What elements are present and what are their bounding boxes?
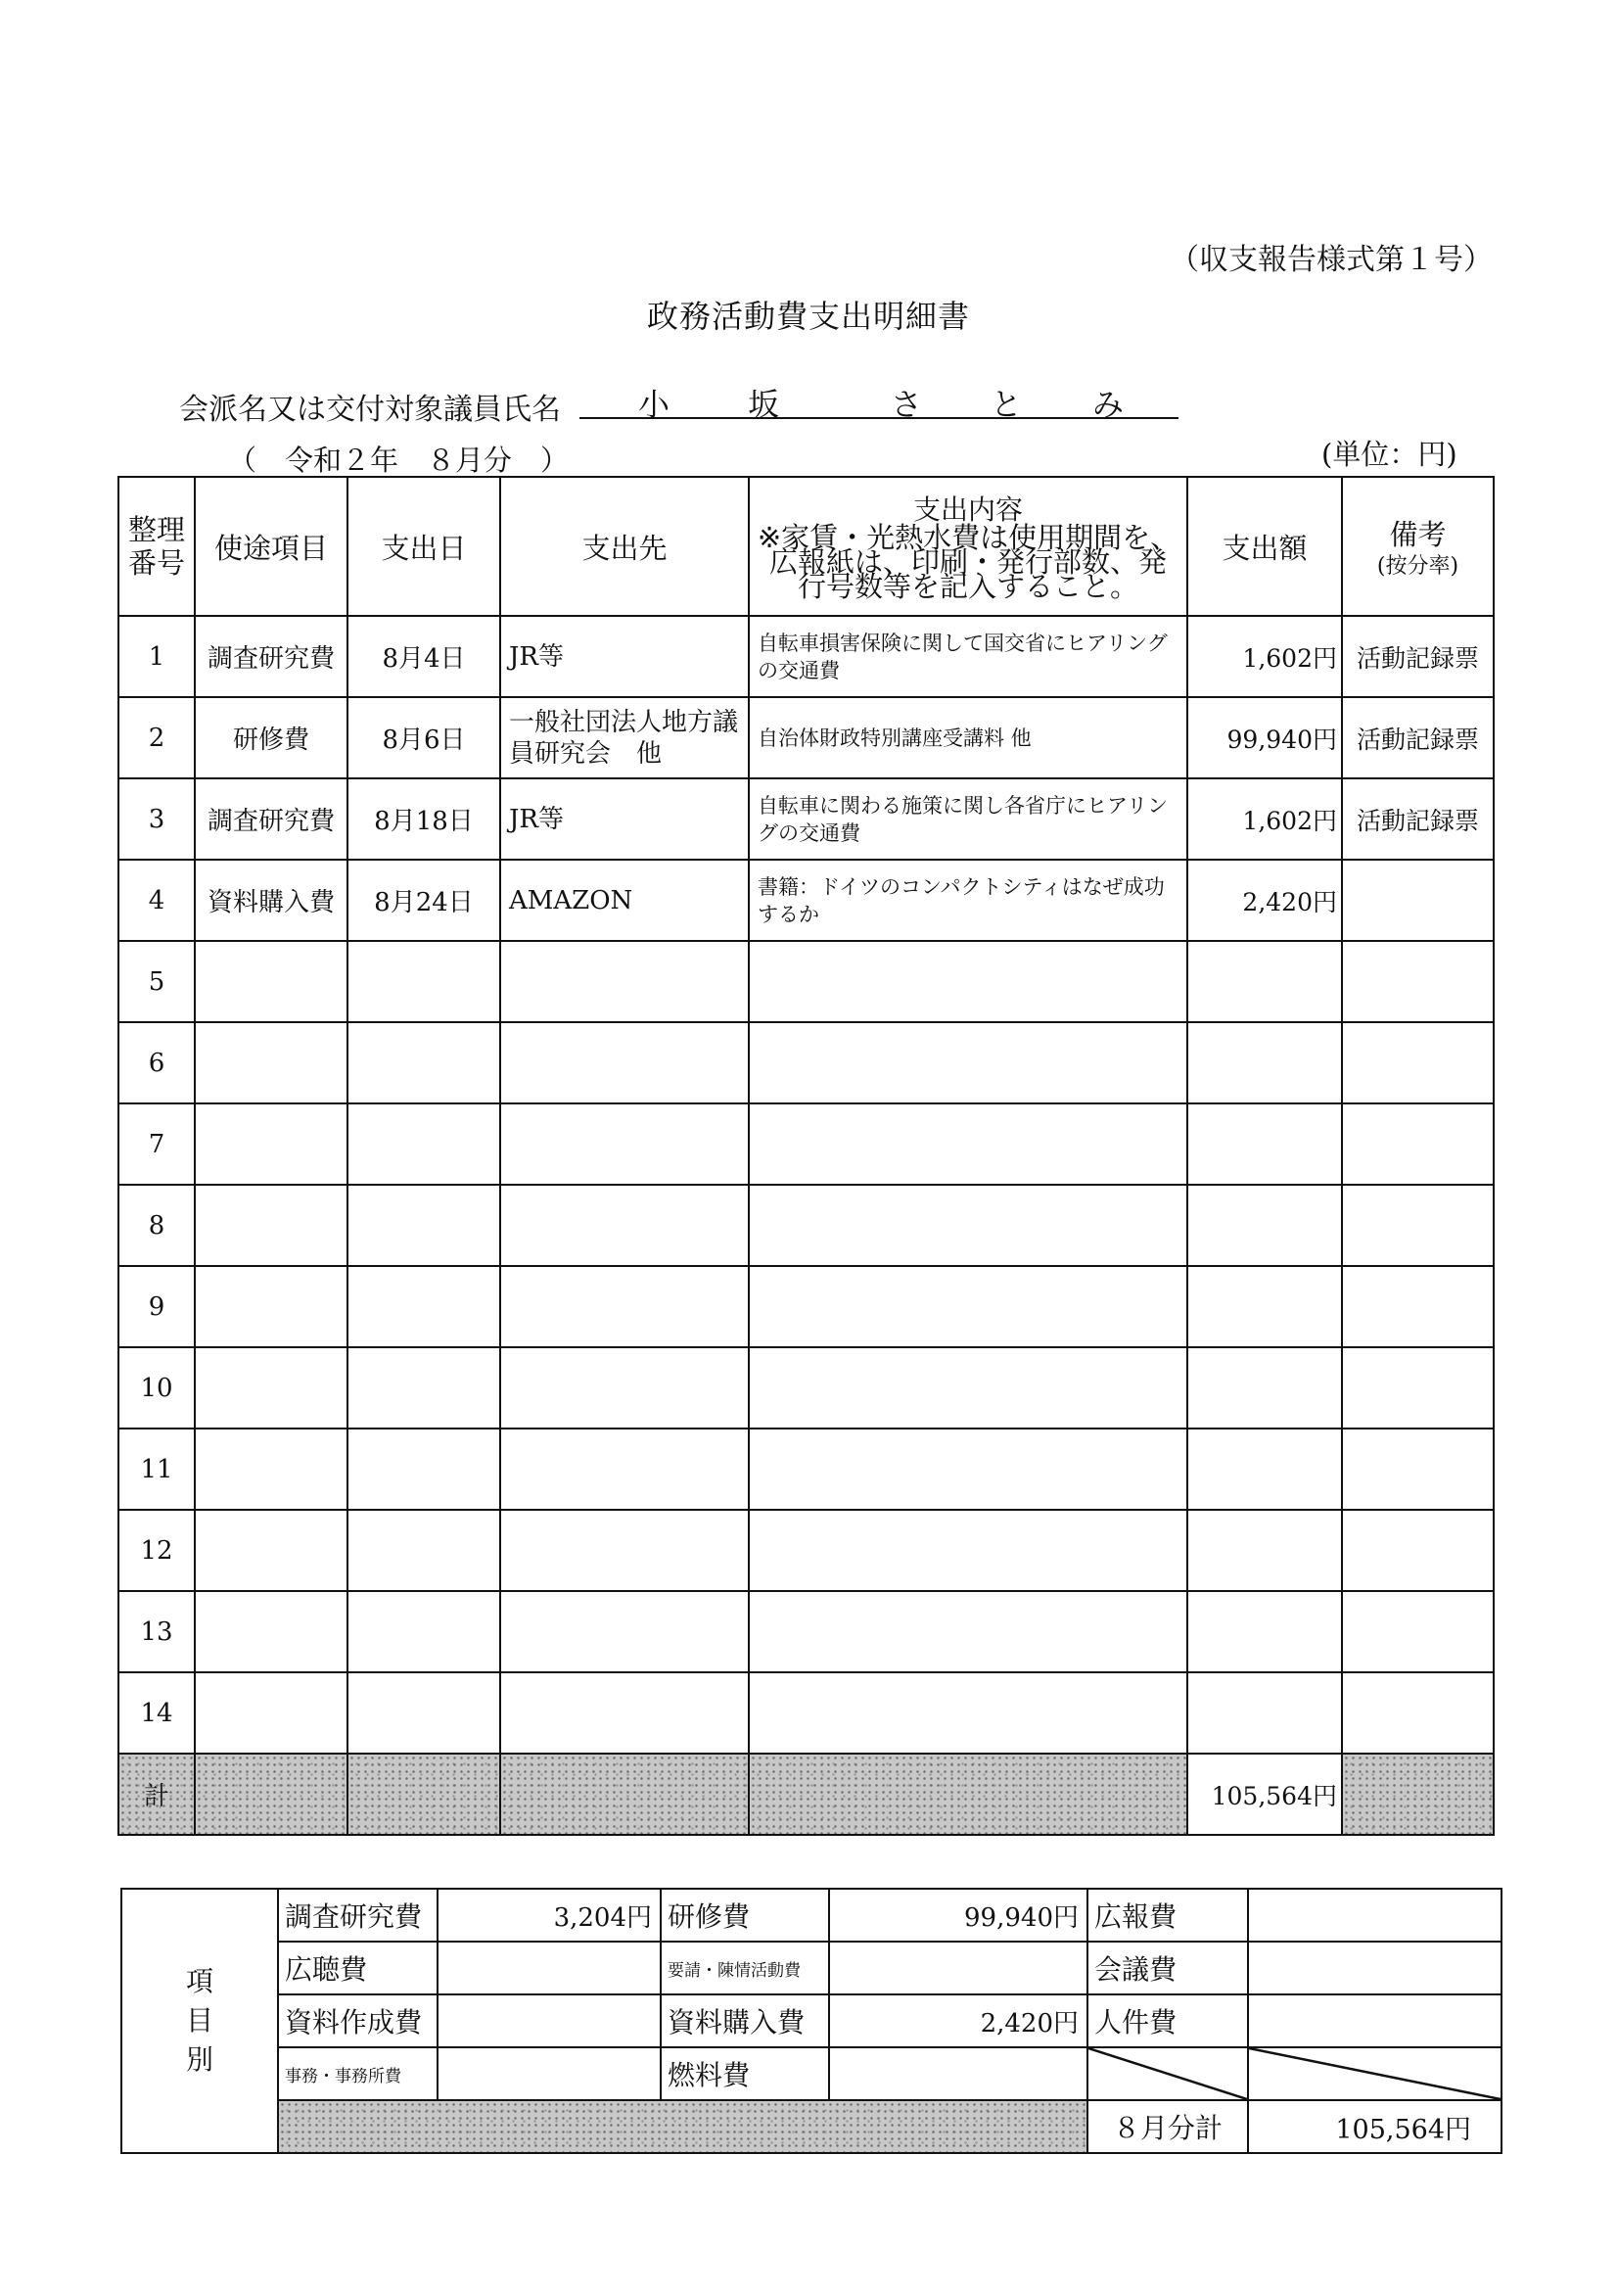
summary-value bbox=[438, 2047, 661, 2100]
row-note bbox=[1342, 860, 1494, 941]
shaded-cell bbox=[749, 1754, 1187, 1835]
table-row bbox=[118, 1510, 1494, 1591]
row-number: 6 bbox=[118, 1022, 195, 1103]
header-note bbox=[1342, 477, 1494, 616]
row-note bbox=[1342, 1510, 1494, 1591]
header-note-title: 備考 bbox=[1389, 517, 1447, 551]
summary-value bbox=[829, 1942, 1087, 1994]
header-content-note: ※家賃・光熱水費は使用期間を、広報紙は、印刷・発行部数、発行号数等を記入すること。 bbox=[757, 520, 1179, 603]
row-payee: AMAZON bbox=[500, 860, 749, 941]
row-date bbox=[347, 1591, 500, 1672]
summary-label: 研修費 bbox=[661, 1889, 829, 1942]
row-note bbox=[1342, 1103, 1494, 1185]
row-category: 資料購入費 bbox=[195, 860, 347, 941]
table-row bbox=[118, 697, 1494, 778]
header-note-sub: (按分率) bbox=[1376, 553, 1459, 579]
table-row bbox=[118, 1103, 1494, 1185]
row-note: 活動記録票 bbox=[1342, 697, 1494, 778]
summary-label: 調査研究費 bbox=[278, 1889, 438, 1942]
row-category bbox=[195, 941, 347, 1022]
row-category: 調査研究費 bbox=[195, 616, 347, 697]
name-char: 坂 bbox=[748, 386, 780, 423]
shaded-cell bbox=[347, 1754, 500, 1835]
name-label: 会派名又は交付対象議員氏名 bbox=[179, 393, 561, 427]
row-number: 1 bbox=[118, 616, 195, 697]
row-content bbox=[749, 941, 1187, 1022]
row-category bbox=[195, 1591, 347, 1672]
summary-label: 広聴費 bbox=[278, 1942, 438, 1994]
row-date bbox=[347, 1510, 500, 1591]
row-note bbox=[1342, 1672, 1494, 1754]
row-date: 8月24日 bbox=[347, 860, 500, 941]
row-category bbox=[195, 1185, 347, 1266]
row-content bbox=[749, 1510, 1187, 1591]
row-date bbox=[347, 1347, 500, 1429]
row-date bbox=[347, 1022, 500, 1103]
row-content bbox=[749, 1429, 1187, 1510]
header-payee: 支出先 bbox=[500, 477, 749, 616]
side-char: 別 bbox=[185, 2043, 213, 2076]
row-category bbox=[195, 1672, 347, 1754]
row-content bbox=[749, 1266, 1187, 1347]
table-row bbox=[118, 1022, 1494, 1103]
row-amount bbox=[1187, 1429, 1342, 1510]
row-date bbox=[347, 1266, 500, 1347]
row-date: 8月6日 bbox=[347, 697, 500, 778]
row-payee bbox=[500, 1591, 749, 1672]
row-number: 8 bbox=[118, 1185, 195, 1266]
row-date: 8月4日 bbox=[347, 616, 500, 697]
row-note bbox=[1342, 1591, 1494, 1672]
row-note: 活動記録票 bbox=[1342, 616, 1494, 697]
row-number: 11 bbox=[118, 1429, 195, 1510]
row-payee bbox=[500, 1185, 749, 1266]
name-char: と bbox=[991, 386, 1023, 423]
summary-value bbox=[438, 1994, 661, 2047]
row-note bbox=[1342, 1429, 1494, 1510]
shaded-cell bbox=[195, 1754, 347, 1835]
row-note: 活動記録票 bbox=[1342, 778, 1494, 860]
row-amount bbox=[1187, 1672, 1342, 1754]
row-payee: 一般社団法人地方議員研究会 他 bbox=[500, 697, 749, 778]
table-row bbox=[118, 616, 1494, 697]
side-char: 項 bbox=[185, 1965, 213, 1997]
row-payee bbox=[500, 1429, 749, 1510]
row-payee bbox=[500, 1347, 749, 1429]
row-date: 8月18日 bbox=[347, 778, 500, 860]
row-category: 研修費 bbox=[195, 697, 347, 778]
row-amount: 1,602円 bbox=[1187, 616, 1342, 697]
row-number: 13 bbox=[118, 1591, 195, 1672]
header-no-line: 番号 bbox=[127, 546, 185, 580]
summary-label: 要請・陳情活動費 bbox=[661, 1942, 829, 1994]
summary-side-label bbox=[121, 1889, 278, 2153]
summary-label: 燃料費 bbox=[661, 2047, 829, 2100]
row-amount: 1,602円 bbox=[1187, 778, 1342, 860]
summary-total-row bbox=[121, 2100, 1502, 2153]
row-date bbox=[347, 1429, 500, 1510]
table-row bbox=[118, 941, 1494, 1022]
row-amount bbox=[1187, 1591, 1342, 1672]
row-content bbox=[749, 1672, 1187, 1754]
summary-label: 資料作成費 bbox=[278, 1994, 438, 2047]
row-content: 自治体財政特別講座受講料 他 bbox=[749, 697, 1187, 778]
row-payee bbox=[500, 1510, 749, 1591]
side-char: 目 bbox=[185, 2004, 213, 2037]
row-payee bbox=[500, 1266, 749, 1347]
crossed-out-cell bbox=[1248, 2047, 1502, 2100]
summary-label: 事務・事務所費 bbox=[278, 2047, 438, 2100]
row-note bbox=[1342, 1022, 1494, 1103]
row-number: 14 bbox=[118, 1672, 195, 1754]
header-no bbox=[118, 477, 195, 616]
row-category bbox=[195, 1510, 347, 1591]
row-category: 調査研究費 bbox=[195, 778, 347, 860]
shaded-cell bbox=[278, 2100, 1087, 2153]
row-category bbox=[195, 1429, 347, 1510]
summary-value bbox=[438, 1942, 661, 1994]
summary-value bbox=[1248, 1994, 1502, 2047]
table-row bbox=[118, 1672, 1494, 1754]
row-category bbox=[195, 1022, 347, 1103]
row-number: 9 bbox=[118, 1266, 195, 1347]
row-amount bbox=[1187, 941, 1342, 1022]
row-payee bbox=[500, 1103, 749, 1185]
total-amount: 105,564円 bbox=[1187, 1754, 1342, 1835]
name-char: さ bbox=[891, 386, 923, 423]
summary-label: 会議費 bbox=[1087, 1942, 1248, 1994]
row-date bbox=[347, 1672, 500, 1754]
row-note bbox=[1342, 1185, 1494, 1266]
row-number: 3 bbox=[118, 778, 195, 860]
row-amount bbox=[1187, 1103, 1342, 1185]
summary-value: 99,940円 bbox=[829, 1889, 1087, 1942]
table-row bbox=[118, 778, 1494, 860]
row-date bbox=[347, 1103, 500, 1185]
row-date bbox=[347, 941, 500, 1022]
name-char: 小 bbox=[638, 386, 670, 423]
row-payee: JR等 bbox=[500, 778, 749, 860]
row-amount: 2,420円 bbox=[1187, 860, 1342, 941]
row-payee bbox=[500, 1672, 749, 1754]
row-content bbox=[749, 1185, 1187, 1266]
table-row bbox=[118, 1347, 1494, 1429]
row-note bbox=[1342, 941, 1494, 1022]
row-payee: JR等 bbox=[500, 616, 749, 697]
summary-row bbox=[121, 1889, 1502, 1942]
row-content: 書籍：ドイツのコンパクトシティはなぜ成功するか bbox=[749, 860, 1187, 941]
row-note bbox=[1342, 1347, 1494, 1429]
summary-value bbox=[1248, 1889, 1502, 1942]
summary-row bbox=[121, 1994, 1502, 2047]
summary-label: 広報費 bbox=[1087, 1889, 1248, 1942]
summary-value: 2,420円 bbox=[829, 1994, 1087, 2047]
name-char: み bbox=[1092, 386, 1125, 423]
row-number: 12 bbox=[118, 1510, 195, 1591]
header-no-line: 整理 bbox=[127, 513, 185, 546]
shaded-cell bbox=[500, 1754, 749, 1835]
summary-label: 資料購入費 bbox=[661, 1994, 829, 2047]
row-payee bbox=[500, 1022, 749, 1103]
monthly-total-label: ８月分計 bbox=[1087, 2100, 1248, 2153]
row-payee bbox=[500, 941, 749, 1022]
row-date bbox=[347, 1185, 500, 1266]
shaded-cell bbox=[1342, 1754, 1494, 1835]
total-label: 計 bbox=[118, 1754, 195, 1835]
form-number: （収支報告様式第１号） bbox=[1170, 243, 1493, 277]
table-row bbox=[118, 1266, 1494, 1347]
header-date: 支出日 bbox=[347, 477, 500, 616]
summary-value bbox=[1248, 1942, 1502, 1994]
header-category: 使途項目 bbox=[195, 477, 347, 616]
row-content bbox=[749, 1103, 1187, 1185]
monthly-total-value: 105,564円 bbox=[1248, 2100, 1502, 2153]
row-category bbox=[195, 1347, 347, 1429]
header-amount: 支出額 bbox=[1187, 477, 1342, 616]
row-content bbox=[749, 1591, 1187, 1672]
summary-value bbox=[829, 2047, 1087, 2100]
row-number: 7 bbox=[118, 1103, 195, 1185]
document-title: 政務活動費支出明細書 bbox=[646, 298, 970, 335]
row-amount bbox=[1187, 1510, 1342, 1591]
row-amount: 99,940円 bbox=[1187, 697, 1342, 778]
unit-label: (単位：円) bbox=[1321, 438, 1457, 471]
row-amount bbox=[1187, 1266, 1342, 1347]
table-row bbox=[118, 1591, 1494, 1672]
row-amount bbox=[1187, 1022, 1342, 1103]
table-row bbox=[118, 1429, 1494, 1510]
row-note bbox=[1342, 1266, 1494, 1347]
table-header-row bbox=[118, 477, 1494, 616]
expense-table bbox=[117, 476, 1495, 1836]
row-amount bbox=[1187, 1185, 1342, 1266]
header-content-title: 支出内容 bbox=[912, 492, 1023, 526]
table-row bbox=[118, 860, 1494, 941]
row-content bbox=[749, 1347, 1187, 1429]
header-content bbox=[749, 477, 1187, 616]
row-content: 自転車に関わる施策に関し各省庁にヒアリングの交通費 bbox=[749, 778, 1187, 860]
row-content bbox=[749, 1022, 1187, 1103]
summary-row bbox=[121, 1942, 1502, 1994]
crossed-out-cell bbox=[1087, 2047, 1248, 2100]
row-category bbox=[195, 1103, 347, 1185]
total-row bbox=[118, 1754, 1494, 1835]
table-row bbox=[118, 1185, 1494, 1266]
row-category bbox=[195, 1266, 347, 1347]
category-summary-table bbox=[120, 1888, 1502, 2154]
row-content: 自転車損害保険に関して国交省にヒアリングの交通費 bbox=[749, 616, 1187, 697]
summary-value: 3,204円 bbox=[438, 1889, 661, 1942]
row-number: 10 bbox=[118, 1347, 195, 1429]
row-number: 4 bbox=[118, 860, 195, 941]
summary-label: 人件費 bbox=[1087, 1994, 1248, 2047]
row-number: 2 bbox=[118, 697, 195, 778]
summary-row bbox=[121, 2047, 1502, 2100]
row-number: 5 bbox=[118, 941, 195, 1022]
period: （ 令和２年 ８月分 ） bbox=[228, 444, 570, 477]
row-amount bbox=[1187, 1347, 1342, 1429]
